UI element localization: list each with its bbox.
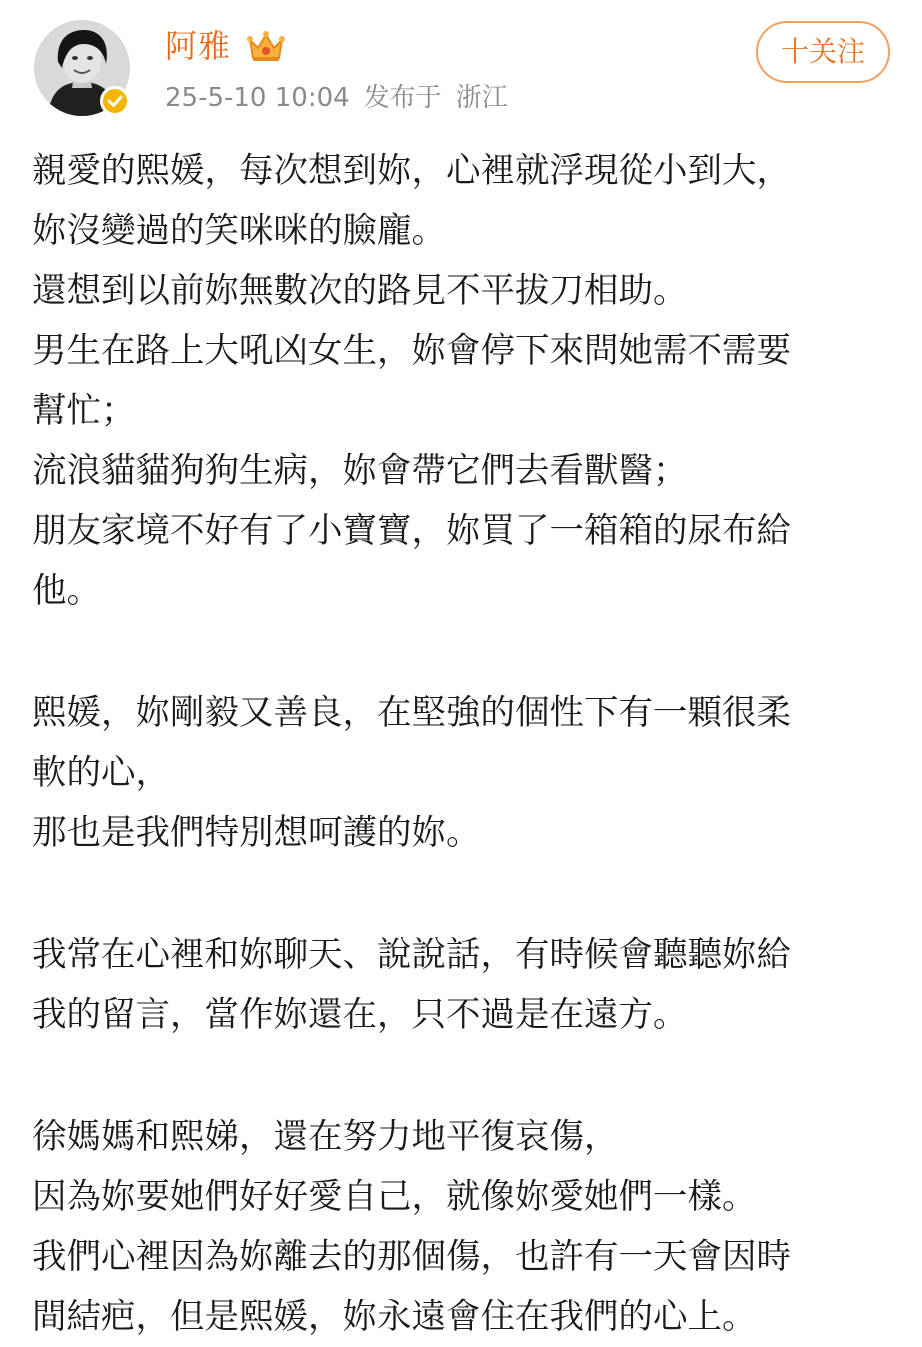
post-line: 朋友家境不好有了小寶寶，妳買了一箱箱的尿布給 [32,511,791,551]
post-line: 妳沒變過的笑咪咪的臉龐。 [32,211,446,251]
published-at-label: 发布于 [363,83,442,113]
paragraph-gap [32,863,898,925]
post-body [32,141,898,1347]
post-line: 我常在心裡和妳聊天、說說話，有時候會聽聽妳給 [32,935,791,975]
post-line: 軟的心， [32,753,170,793]
paragraph-gap [32,621,898,683]
post-header [0,0,922,130]
post-line: 男生在路上大吼凶女生，妳會停下來問她需不需要 [32,331,791,371]
post-line: 他。 [32,571,101,611]
post-line: 親愛的熙媛，每次想到妳，心裡就浮現從小到大， [32,151,791,191]
post-location: 浙江 [455,83,508,113]
crown-icon [246,30,286,64]
post-line: 間結疤，但是熙媛，妳永遠會住在我們的心上。 [32,1297,757,1337]
post-paragraph [32,925,898,1045]
post-meta [165,80,522,116]
post-line: 我們心裡因為妳離去的那個傷，也許有一天會因時 [32,1237,791,1277]
post-timestamp: 25-5-10 10:04 [165,83,350,113]
post-line: 因為妳要她們好好愛自己，就像妳愛她們一樣。 [32,1177,757,1217]
post-line: 流浪貓貓狗狗生病，妳會帶它們去看獸醫； [32,451,688,491]
paragraph-gap [32,1045,898,1107]
post-line: 幫忙； [32,391,136,431]
post-line: 徐媽媽和熙娣，還在努力地平復哀傷， [32,1117,619,1157]
follow-button[interactable]: 十关注 [756,21,890,83]
post-line: 我的留言，當作妳還在，只不過是在遠方。 [32,995,688,1035]
post-paragraph [32,1107,898,1347]
post-paragraph [32,141,898,621]
post-line: 那也是我們特別想呵護的妳。 [32,813,481,853]
post-line: 熙媛，妳剛毅又善良，在堅強的個性下有一顆很柔 [32,693,791,733]
post-line: 還想到以前妳無數次的路見不平拔刀相助。 [32,271,688,311]
post-paragraph [32,683,898,863]
verified-icon [100,86,130,116]
user-name[interactable]: 阿雅 [165,27,232,65]
